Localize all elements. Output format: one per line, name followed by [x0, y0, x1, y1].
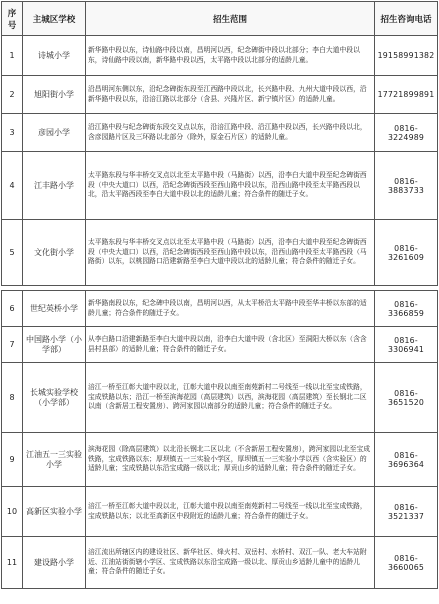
row-scope: 滨海花园（除高层建筑）以北沿长钢北二区以北（不含新居工程安置房），跨河家园以北至宝成铁路，宝成铁路以东；厚坝镇五一三实验小学区，厚坝镇五一三实验小学以西（含实验区）的适龄儿童；宝成铁路以东沿宝成路一级以北；厚贡山乡的适龄儿童；符合条件的随迁子女。	[86, 433, 375, 487]
row-school: 长城实验学校（小学部）	[23, 363, 86, 433]
table-row	[2, 114, 438, 152]
row-scope: 从李白路口沿建新路至李白大道中段以南，沿李白大道中段（含北区）至洞阳大桥以东（含含县村县部）的适龄儿童；符合条件的随迁子女。	[86, 327, 375, 363]
table-row	[2, 537, 438, 589]
table-row	[2, 220, 438, 286]
row-school: 高新区实验小学	[23, 487, 86, 537]
row-scope: 涪江一桥至江彰大道中段以北，江彰大道中段以南至南苑新村二号线至一线以北至宝成铁路，宝成铁路以东；以北至高新区中段附近的适龄儿童；符合条件的随迁子女。	[86, 487, 375, 537]
row-phone: 0816-3883733	[375, 152, 438, 220]
row-scope: 涪江一桥至江彰大道中段以北，江彰大道中段以南至南苑新村二号线至一线以北至宝成铁路，宝成铁路以东；沿江一桥至滨海花园（高层建筑）以西，滨海花园（高层建筑）至长钢北二区以南（含新居工程安置房）、跨河家园以南部分的适龄儿童；符合条件的随迁子女。	[86, 363, 375, 433]
row-scope: 涪江流出所辖区内的建设社区、新华社区、烽火村、双岳村、水桥村、双江一队、老大车站附近、江油站街街辖小学区、宝成铁路以东沿宝成路一级以北、厚贡山乡适龄儿童中的适龄儿童；符合条件的随迁子女。	[86, 537, 375, 589]
row-no: 1	[2, 36, 23, 76]
row-phone: 0816-3306941	[375, 327, 438, 363]
table-row	[2, 152, 438, 220]
table-row	[2, 327, 438, 363]
row-phone: 0816-3660065	[375, 537, 438, 589]
row-scope: 太平路东段与华丰桥交叉点以北至太平路中段（马路街）以西，沿李白大道中段至纪念碑街西段（中央大道口）以西，沿纪念碑街西段至西山路中段以东，沿西山路中段至太平路西段（马路街）以东，以桃园路口沿建新路至李白大道中段以北的适龄儿童；符合条件的随迁子女。	[86, 220, 375, 286]
table-row	[2, 36, 438, 76]
row-no: 6	[2, 291, 23, 327]
row-school: 江丰路小学	[23, 152, 86, 220]
row-phone: 0816-3366859	[375, 291, 438, 327]
row-phone: 0816-3521337	[375, 487, 438, 537]
row-phone: 0816-3651520	[375, 363, 438, 433]
row-phone: 0816-3224989	[375, 114, 438, 152]
row-school: 江油五一三实验小学	[23, 433, 86, 487]
row-no: 9	[2, 433, 23, 487]
table-header-row	[2, 2, 438, 36]
row-no: 11	[2, 537, 23, 589]
header-no: 序号	[2, 2, 23, 36]
row-no: 3	[2, 114, 23, 152]
header-scope: 招生范围	[86, 2, 375, 36]
row-scope: 沿昌明河东侧以东，沿纪念碑街东段至江西路中段以北，长兴路中段、九州大道中段以西，沿新华路中段以东，沿涪江路以北部分（含县、兴隆片区、新宁镇片区）的适龄儿童。	[86, 76, 375, 114]
table-row	[2, 487, 438, 537]
header-phone: 招生咨询电话	[375, 2, 438, 36]
row-school: 诗城小学	[23, 36, 86, 76]
row-no: 7	[2, 327, 23, 363]
row-school: 世纪英桥小学	[23, 291, 86, 327]
row-school: 中国路小学（小学部）	[23, 327, 86, 363]
table-row	[2, 76, 438, 114]
row-no: 4	[2, 152, 23, 220]
row-scope: 新华路中段以东，诗仙路中段以南，昌明河以西，纪念碑街中段以北部分；李白大道中段以东，诗仙路中段以南，新华路中段以西，太平路中段以北部分的适龄儿童。	[86, 36, 375, 76]
table-row	[2, 363, 438, 433]
header-school: 主城区学校	[23, 2, 86, 36]
row-no: 5	[2, 220, 23, 286]
row-phone: 17721899891	[375, 76, 438, 114]
table-row	[2, 291, 438, 327]
row-phone: 0816-3696364	[375, 433, 438, 487]
table-row	[2, 433, 438, 487]
row-school: 旭阳街小学	[23, 76, 86, 114]
enrollment-table	[1, 1, 438, 589]
row-phone: 19158991382	[375, 36, 438, 76]
row-school: 文化街小学	[23, 220, 86, 286]
row-scope: 太平路东段与华丰桥交叉点以北至太平路中段（马路街）以西，沿李白大道中段至纪念碑街西段（中央大道口）以西，沿纪念碑街西段至西山路中段以东，沿西山路中段至太平路西段以北，沿太平路西段至李白大道中段以北的适龄儿童；符合条件的随迁子女。	[86, 152, 375, 220]
row-no: 2	[2, 76, 23, 114]
row-no: 8	[2, 363, 23, 433]
row-school: 建设路小学	[23, 537, 86, 589]
row-school: 彦园小学	[23, 114, 86, 152]
row-phone: 0816-3261609	[375, 220, 438, 286]
row-scope: 新华路南段以东，纪念碑中段以南，昌明河以西，从太平桥沿太平路中段至华丰桥以东部的适龄儿童；符合条件的随迁子女。	[86, 291, 375, 327]
row-no: 10	[2, 487, 23, 537]
row-scope: 沿江路中段与纪念碑街东段交叉点以东，沿涪江路中段、沿江路中段以西，长兴路中段以北，含彦园路片区及三环路以北部分（除外，原金石片区）的适龄儿童。	[86, 114, 375, 152]
